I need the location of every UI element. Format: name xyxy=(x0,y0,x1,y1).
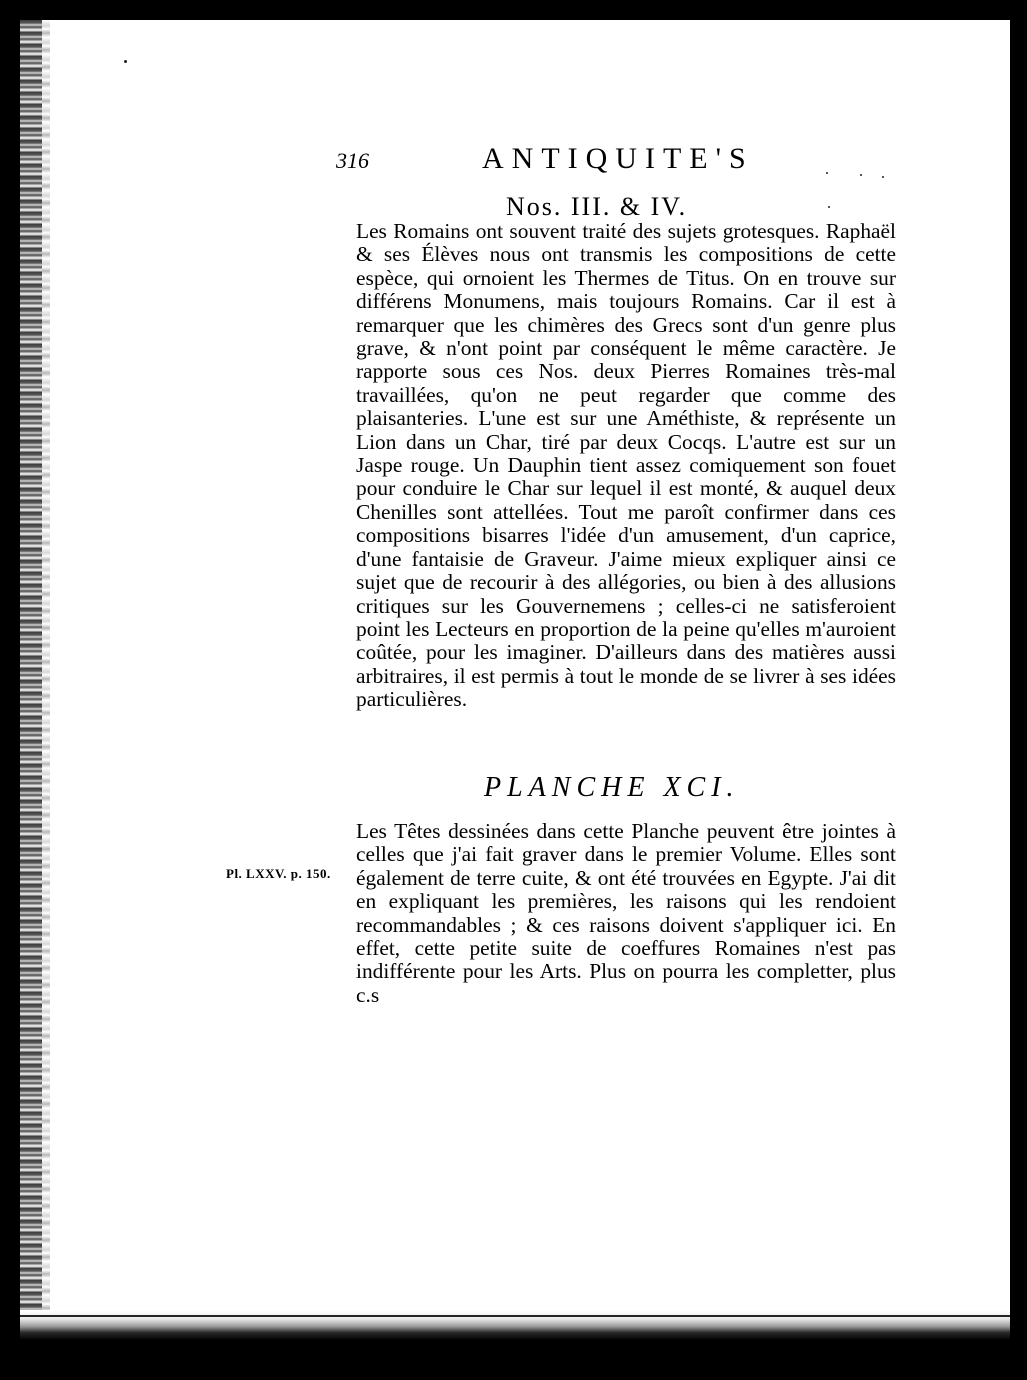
scan-speck xyxy=(828,206,830,208)
paragraph-terracotta-heads: Les Têtes dessinées dans cette Planche peuvent être jointes à celles que j'ai fait graver dans le premier Volume. Elles sont également de terre cuite, & ont été trouvées en Egypte. J'ai dit en expliquant les premières, les raisons qui les rendoient recommandables ; & ces raisons doivent s'appliquer ici. En effet, cette petite suite de coeffures Romaines n'est pas indifférente pour les Arts. Plus on pourra les completter, plus c.s xyxy=(356,819,896,1007)
page-header xyxy=(336,142,816,182)
scan-speck xyxy=(860,174,862,176)
section-heading: Nos. III. & IV. xyxy=(506,192,688,221)
margin-reference: Pl. LXXV. p. 150. xyxy=(226,866,331,881)
scan-speck xyxy=(882,176,884,178)
page-bottom-line xyxy=(20,1315,1010,1317)
scan-speck xyxy=(124,60,127,63)
page-gutter-shadow xyxy=(42,20,50,1340)
page-gutter-edge xyxy=(20,20,42,1340)
page-bottom-edge xyxy=(20,1310,1010,1340)
scan-speck xyxy=(826,172,828,174)
running-head: ANTIQUITE'S xyxy=(482,142,754,175)
paragraph-grotesque-subjects: Les Romains ont souvent traité des sujets grotesques. Raphaël & ses Élèves nous ont transmis les compositions de cette espèce, qui ornoient les Thermes de Titus. On en trouve sur différens Monumens, mais toujours Romains. Car il est à remarquer que les chimères des Grecs sont d'un genre plus grave, & n'ont point par conséquent le même caractère. Je rapporte sous ces Nos. deux Pierres Romaines très-mal travaillées, qu'on ne peut regarder que comme des plaisanteries. L'une est sur une Améthiste, & représente un Lion dans un Char, tiré par deux Cocqs. L'autre est sur un Jaspe rouge. Un Dauphin tient assez comiquement son fouet pour conduire le Char sur lequel il est monté, & auquel deux Chenilles sont attellées. Tout me paroît confirmer dans ces compositions bisarres l'idée d'un amusement, d'un caprice, d'une fantaisie de Graveur. J'aime mieux expliquer ainsi ce sujet que de recourir à des allégories, ou bien à des allusions critiques sur les Gouvernemens ; celles-ci ne satisferoient point les Lecteurs en proportion de la peine qu'elles m'auroient coûtée, pour les imaginer. D'ailleurs dans des matières aussi arbitraires, il est permis à tout le monde de se livrer à ses idées particulières. xyxy=(356,219,896,712)
page-number: 316 xyxy=(336,148,369,173)
plate-title: PLANCHE XCI. xyxy=(484,772,740,803)
book-page xyxy=(20,20,1010,1340)
